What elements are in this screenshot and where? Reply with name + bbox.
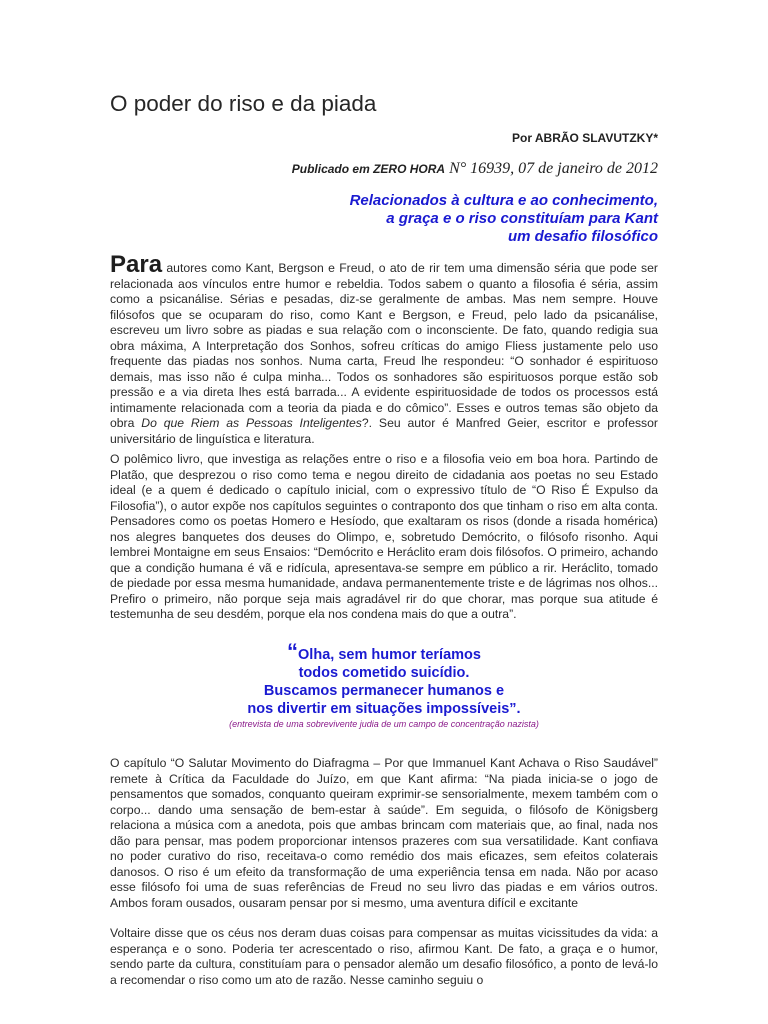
open-quote-mark: “ [287,639,299,664]
publication-number-date: N° 16939, 07 de janeiro de 2012 [445,160,658,177]
paragraph-3: O capítulo “O Salutar Movimento do Diafragma – Por que Immanuel Kant Achava o Riso Saudável” remete à Crítica da Faculdade do Juízo, em que Kant afirma: “Na piada inicia-se o jogo de pensamentos que somados, conquanto queiram exprimir-se sensorialmente, mexem também com o corpo... dando uma sensação de bem-estar à saúde”. Em seguida, o filósofo de Königsberg relaciona a música com a anedota, pois que ambas brincam com materiais que, ao final, nada nos dão para pensar, mas podem proporcionar intensos prazeres com sua versatilidade. Kant confiava no poder curativo do riso, receitava-o como remédio dos mais eficazes, sem efeitos colaterais danosos. O riso é um efeito da transformação de uma experiência tensa em nada. Não por acaso esse filósofo foi uma de suas referências de Freud no seu livro das piadas e em vários outros. Ambos foram ousados, ousaram pensar por si mesmo, uma aventura difícil e excitante [110,756,658,910]
article-subtitle [350,192,658,246]
subtitle-line: Relacionados à cultura e ao conhecimento, [349,192,658,209]
quote-source: (entrevista de uma sobrevivente judia de um campo de concentração nazista) [229,719,539,729]
paragraph-2: O polêmico livro, que investiga as relações entre o riso e a filosofia veio em boa hora. Partindo de Platão, que desprezou o riso como tema e negou direito de cidadania aos poetas no seu Estado ideal (e a quem é dedicado o capítulo inicial, com o expressivo título de “O Riso É Expulso da Filosofia”), o autor expõe nos capítulos seguintes o contraponto dos que tinham o riso em alta conta. Pensadores como os poetas Homero e Hesíodo, que exaltaram os risos (donde a risada homérica) nos alegres banquetes dos deuses do Olimpo, e, sobretudo Demócrito, o filósofo risonho. Aqui lembrei Montaigne em seus Ensaios: “Demócrito e Heráclito eram dois filósofos. O primeiro, achando que a condição humana é vã e ridícula, apresentava-se sempre em público a rir. Heráclito, tomado de piedade por essa mesma humanidade, andava permanentemente triste e de lágrimas nos olhos... Prefiro o primeiro, não porque seja mais agradável rir do que chorar, mas porque sua atitude é testemunha de seu desdém, porque ela nos condena mais do que a outra”. [110,452,658,621]
quote-line-2: todos cometido suicídio. [298,665,470,681]
lead-word: Para [110,251,163,278]
paragraph-1-text-b: ?. Seu autor é Manfred Geier, escritor e professor universitário de linguística e literatura. [110,416,658,446]
quote-line-1 [110,639,658,664]
paragraph-1-text-a: autores como Kant, Bergson e Freud, o ato de rir tem uma dimensão séria que pode ser relacionada aos vínculos entre humor e rebeldia. Todos sabem o quanto a filosofia é séria, assim como a psicanálise. Sérias e pesadas, diz-se geralmente de ambas. Mas nem sempre. Houve filósofos que se ocuparam do riso, como Kant e Bergson, e Freud, pelo lado da psicanálise, escreveu um livro sobre as piadas e sua relação com o inconsciente. De fato, quando redigia sua obra máxima, A Interpretação dos Sonhos, sofreu críticas do amigo Fliess justamente pelo uso frequente das piadas nos sonhos. Numa carta, Freud lhe respondeu: “O sonhador é espirituoso demais, mas isso não é culpa minha... Todos os sonhadores são espirituosos porque estão sob pressão e a via direta lhes está barrada... A evidente espirituosidade de todos os processos está intimamente relacionada com a teoria da piada e do cômico”. Esses e outros temas são objeto da obra [110,261,658,430]
pull-quote [110,639,658,730]
author-byline: Por ABRÃO SLAVUTZKY* [511,131,658,145]
article-title: O poder do riso e da piada [110,91,377,116]
quote-line-3: Buscamos permanecer humanos e [263,683,505,699]
quote-text-1: Olha, sem humor teríamos [298,647,481,663]
publication-info [292,160,658,178]
quote-line-4: nos divertir em situações impossíveis”. [247,701,521,717]
paragraph-1 [110,251,658,447]
subtitle-line: um desafio filosófico [507,228,658,245]
publication-label: Publicado em ZERO HORA [291,162,446,176]
book-title: Do que Riem as Pessoas Inteligentes [141,416,362,430]
paragraph-4: Voltaire disse que os céus nos deram duas coisas para compensar as muitas vicissitudes da vida: a esperança e o sono. Poderia ter acrescentado o riso, afirmou Kant. De fato, a graça e o humor, sendo parte da cultura, constituíam para o pensador alemão um desafio filosófico, a ponto de levá-lo a recomendar o riso como um ato de razão. Nesse caminho seguiu o [110,926,658,987]
subtitle-line: a graça e o riso constituíam para Kant [386,210,658,227]
